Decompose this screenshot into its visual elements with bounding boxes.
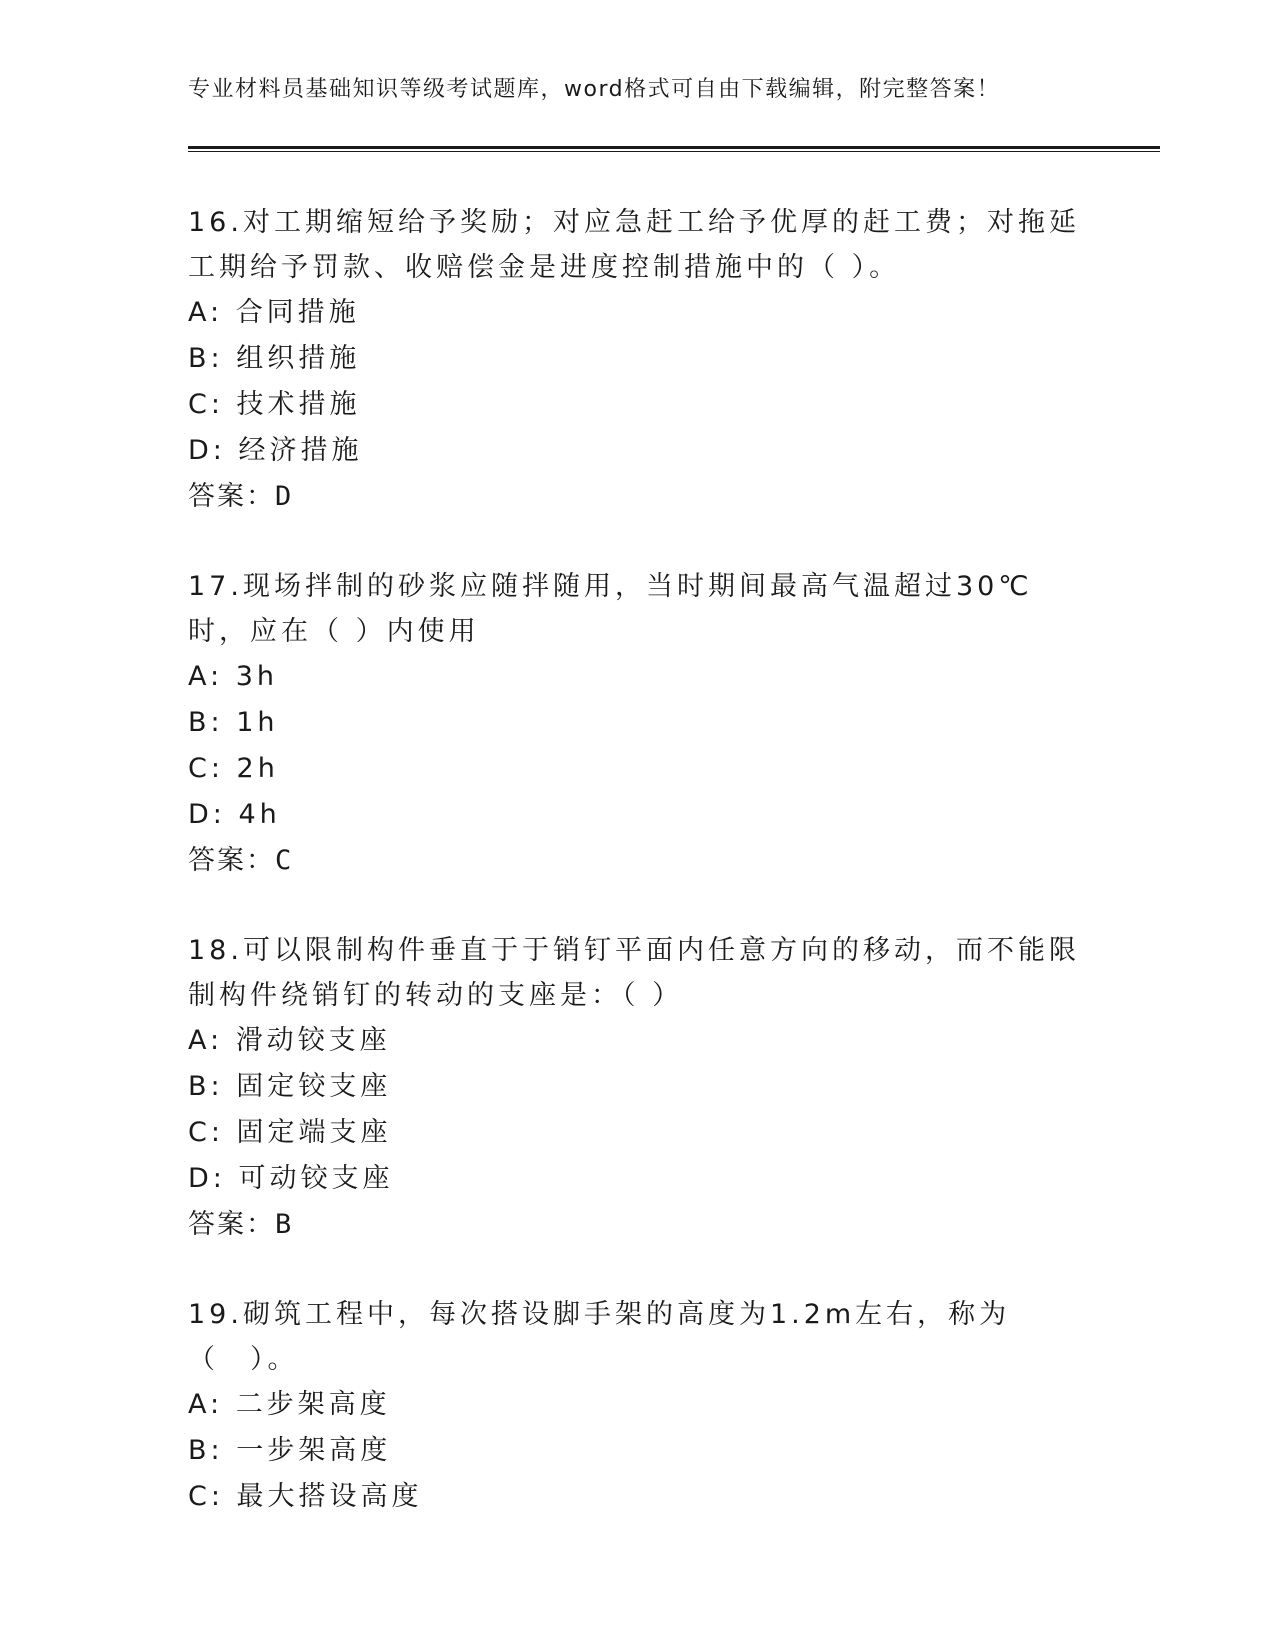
option-label: B: (188, 1435, 224, 1466)
option-d (188, 1156, 1088, 1202)
option-c (188, 746, 1088, 792)
answer-value: C (275, 845, 294, 876)
option-label: D: (188, 435, 226, 466)
question-stem: 19.砌筑工程中，每次搭设脚手架的高度为1.2m左右，称为（ ）。 (188, 1299, 1011, 1375)
option-label: C: (188, 753, 224, 784)
option-a (188, 1382, 1088, 1428)
option-text: 一步架高度 (236, 1435, 392, 1466)
option-text: 1h (236, 707, 279, 738)
answer-prefix: 答案： (188, 481, 275, 512)
option-label: D: (188, 799, 226, 830)
option-text: 组织措施 (236, 343, 361, 374)
answer-line (188, 838, 1088, 884)
option-label: A: (188, 297, 224, 328)
option-c (188, 382, 1088, 428)
option-label: A: (188, 1389, 224, 1420)
answer-line (188, 474, 1088, 520)
document-header: 专业材料员基础知识等级考试题库，word格式可自由下载编辑，附完整答案！ (188, 77, 1001, 102)
question-17 (188, 564, 1088, 884)
option-text: 可动铰支座 (238, 1163, 394, 1194)
answer-line (188, 1202, 1088, 1248)
option-b (188, 336, 1088, 382)
option-text: 经济措施 (238, 435, 363, 466)
question-list (188, 200, 1088, 1564)
answer-prefix: 答案： (188, 845, 275, 876)
answer-prefix: 答案： (188, 1209, 275, 1240)
option-d (188, 792, 1088, 838)
option-d (188, 428, 1088, 474)
question-stem: 18.可以限制构件垂直于于销钉平面内任意方向的移动，而不能限制构件绕销钉的转动的支座是：（ ） (188, 935, 1080, 1011)
option-text: 最大搭设高度 (236, 1481, 423, 1512)
option-text: 固定端支座 (236, 1117, 392, 1148)
option-label: C: (188, 1117, 224, 1148)
question-stem: 16.对工期缩短给予奖励；对应急赶工给予优厚的赶工费；对拖延工期给予罚款、收赔偿金是进度控制措施中的（ ）。 (188, 207, 1080, 283)
option-a (188, 290, 1088, 336)
option-label: C: (188, 1481, 224, 1512)
option-label: A: (188, 661, 224, 692)
option-label: B: (188, 707, 224, 738)
question-stem: 17.现场拌制的砂浆应随拌随用，当时期间最高气温超过30℃时，应在（ ）内使用 (188, 571, 1033, 647)
header-rule-thick (188, 146, 1160, 149)
option-label: B: (188, 1071, 224, 1102)
option-c (188, 1474, 1088, 1520)
option-label: D: (188, 1163, 226, 1194)
answer-value: B (275, 1209, 294, 1240)
option-text: 滑动铰支座 (235, 1025, 391, 1056)
option-text: 3h (235, 661, 278, 692)
header-rule-thin (188, 151, 1160, 152)
option-text: 合同措施 (235, 297, 360, 328)
option-b (188, 700, 1088, 746)
option-text: 固定铰支座 (236, 1071, 392, 1102)
option-label: A: (188, 1025, 224, 1056)
question-19 (188, 1292, 1088, 1520)
option-text: 技术措施 (236, 389, 361, 420)
option-b (188, 1428, 1088, 1474)
option-c (188, 1110, 1088, 1156)
answer-value: D (275, 481, 294, 512)
option-label: C: (188, 389, 224, 420)
question-16 (188, 200, 1088, 520)
option-text: 4h (238, 799, 281, 830)
option-a (188, 1018, 1088, 1064)
option-a (188, 654, 1088, 700)
option-text: 二步架高度 (235, 1389, 391, 1420)
option-b (188, 1064, 1088, 1110)
option-text: 2h (236, 753, 279, 784)
question-18 (188, 928, 1088, 1248)
option-label: B: (188, 343, 224, 374)
